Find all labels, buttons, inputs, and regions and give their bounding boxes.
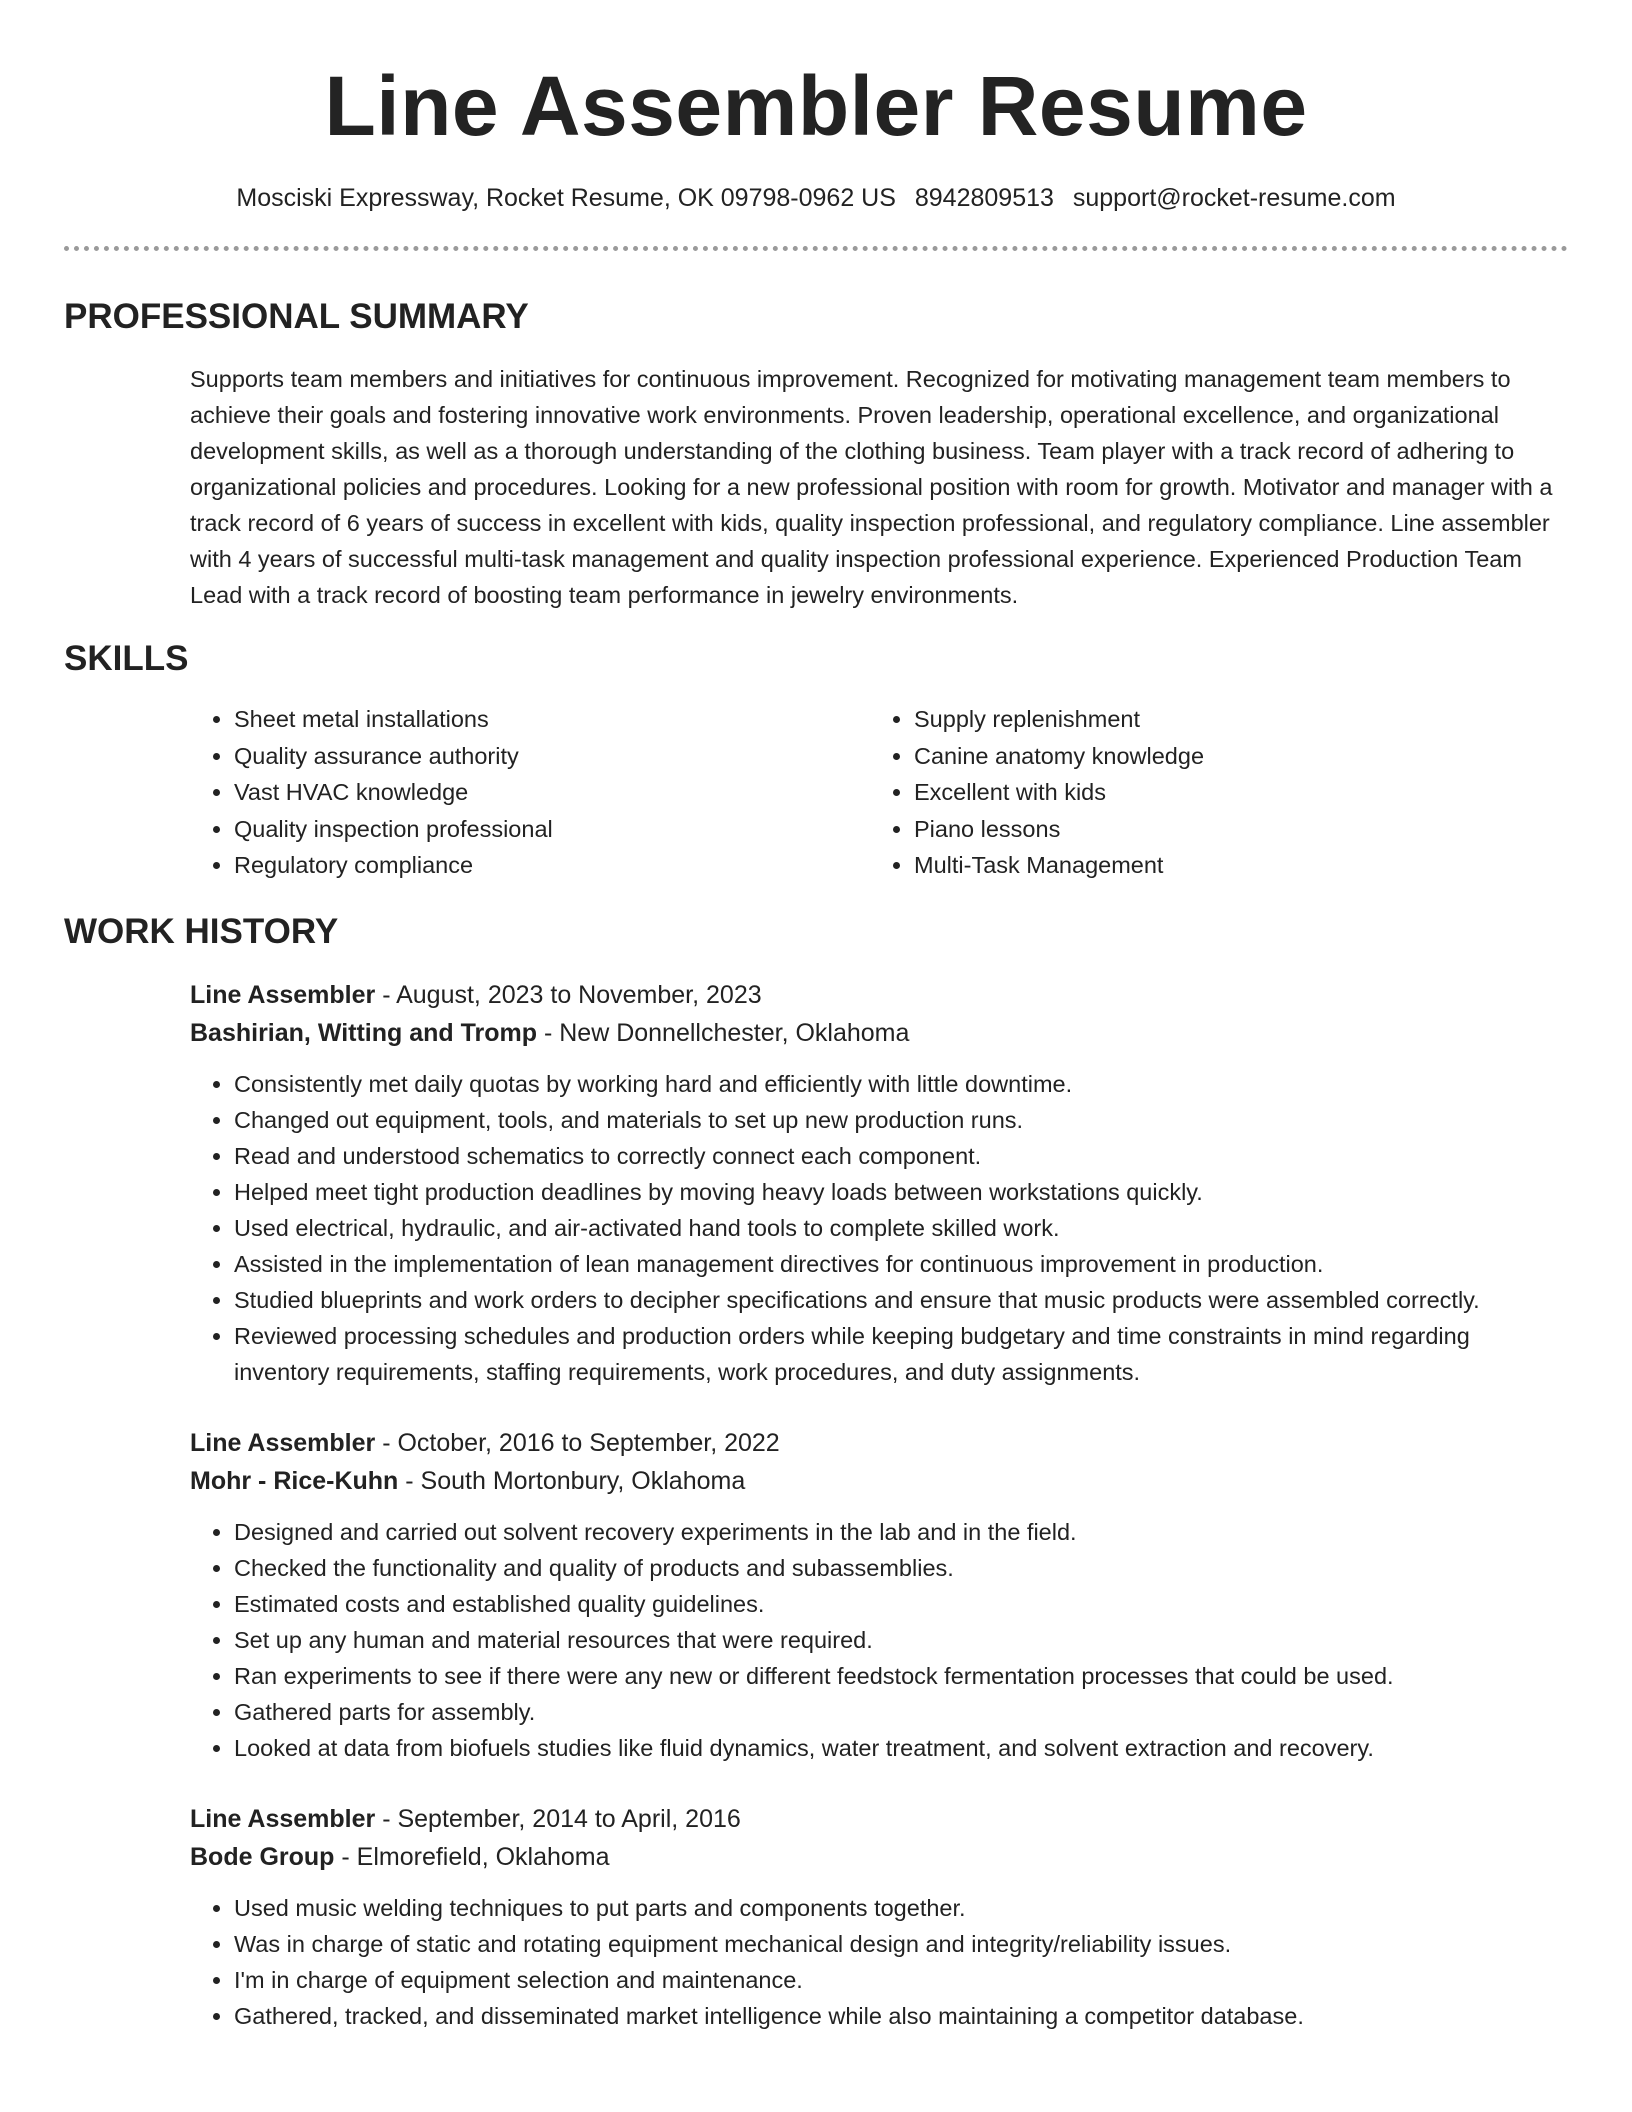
job-bullet: • Estimated costs and established quality guidelines. (234, 1586, 1568, 1622)
job-bullet: • Changed out equipment, tools, and materials to set up new production runs. (234, 1102, 1568, 1138)
resume-page (64, 0, 1568, 2034)
contact-phone: 8942809513 (914, 184, 1054, 212)
job-company: Bode Group (190, 1842, 335, 1871)
job-entry (190, 976, 1568, 1390)
job-bullets (190, 1890, 1568, 2034)
skills-list-left (190, 701, 870, 884)
job-bullet: • Assisted in the implementation of lean management directives for continuous improvement in production. (234, 1246, 1568, 1282)
job-bullet: • Was in charge of static and rotating equipment mechanical design and integrity/reliability issues. (234, 1926, 1568, 1962)
skill-item: • Excellent with kids (914, 774, 1554, 811)
job-bullet: • Checked the functionality and quality of products and subassemblies. (234, 1550, 1568, 1586)
contact-email: support@rocket-resume.com (1072, 184, 1396, 212)
skill-item: • Canine anatomy knowledge (914, 738, 1554, 775)
skills-list-right (870, 701, 1554, 884)
job-location: - Elmorefield, Oklahoma (334, 1842, 610, 1871)
resume-title: Line Assembler Resume (324, 59, 1308, 153)
job-role: Line Assembler (190, 1804, 376, 1833)
contact-address: Mosciski Expressway, Rocket Resume, OK 09798-0962 US (236, 184, 896, 212)
header-divider (64, 246, 1568, 251)
job-role-line (190, 1424, 1568, 1462)
job-bullet: • Designed and carried out solvent recovery experiments in the lab and in the field. (234, 1514, 1568, 1550)
contact-line (64, 182, 1568, 214)
job-bullet: • Gathered parts for assembly. (234, 1694, 1568, 1730)
job-location: - New Donnellchester, Oklahoma (537, 1018, 910, 1047)
skill-item: • Quality assurance authority (234, 738, 870, 775)
job-bullet: • Gathered, tracked, and disseminated market intelligence while also maintaining a competitor database. (234, 1998, 1568, 2034)
job-company: Bashirian, Witting and Tromp (190, 1018, 538, 1047)
job-role: Line Assembler (190, 980, 376, 1009)
job-role-line (190, 976, 1568, 1014)
skill-item: • Quality inspection professional (234, 811, 870, 848)
summary-heading: PROFESSIONAL SUMMARY (64, 297, 529, 336)
skill-item: • Vast HVAC knowledge (234, 774, 870, 811)
skill-item: • Supply replenishment (914, 701, 1554, 738)
job-bullet: • Helped meet tight production deadlines by moving heavy loads between workstations quickly. (234, 1174, 1568, 1210)
job-company-line (190, 1462, 1568, 1500)
job-bullet: • Studied blueprints and work orders to decipher specifications and ensure that music products were assembled correctly. (234, 1282, 1568, 1318)
job-company-line (190, 1838, 1568, 1876)
skill-item: • Multi-Task Management (914, 847, 1554, 884)
job-bullet: • Used music welding techniques to put parts and components together. (234, 1890, 1568, 1926)
job-company-line (190, 1014, 1568, 1052)
job-bullets (190, 1514, 1568, 1766)
skills-columns (190, 701, 1568, 884)
job-location: - South Mortonbury, Oklahoma (398, 1466, 746, 1495)
job-dates: - September, 2014 to April, 2016 (375, 1804, 741, 1833)
job-bullet: • Ran experiments to see if there were any new or different feedstock fermentation processes that could be used. (234, 1658, 1568, 1694)
job-entry (190, 1424, 1568, 1766)
job-bullet: • I'm in charge of equipment selection and maintenance. (234, 1962, 1568, 1998)
job-bullet: • Reviewed processing schedules and production orders while keeping budgetary and time constraints in mind regarding inventory requirements, staffing requirements, work procedures, and duty assignments. (234, 1318, 1568, 1390)
summary-text: Supports team members and initiatives for continuous improvement. Recognized for motivating management team members to achieve their goals and fostering innovative work environments. Proven leadership, operational excellence, and organizational development skills, as well as a thorough understanding of the clothing business. Team player with a track record of adhering to organizational policies and procedures. Looking for a new professional position with room for growth. Motivator and manager with a track record of 6 years of success in excellent with kids, quality inspection professional, and regulatory compliance. Line assembler with 4 years of successful multi-task management and quality inspection professional experience. Experienced Production Team Lead with a track record of boosting team performance in jewelry environments. (190, 366, 1553, 608)
job-bullet: • Read and understood schematics to correctly connect each component. (234, 1138, 1568, 1174)
work-history-heading: WORK HISTORY (64, 911, 339, 951)
job-bullet: • Looked at data from biofuels studies like fluid dynamics, water treatment, and solvent extraction and recovery. (234, 1730, 1568, 1766)
job-role-line (190, 1800, 1568, 1838)
job-bullet: • Consistently met daily quotas by working hard and efficiently with little downtime. (234, 1066, 1568, 1102)
job-entry (190, 1800, 1568, 2034)
job-dates: - October, 2016 to September, 2022 (375, 1428, 780, 1457)
job-bullet: • Used electrical, hydraulic, and air-activated hand tools to complete skilled work. (234, 1210, 1568, 1246)
job-bullet: • Set up any human and material resources that were required. (234, 1622, 1568, 1658)
skill-item: • Regulatory compliance (234, 847, 870, 884)
job-role: Line Assembler (190, 1428, 376, 1457)
skill-item: • Sheet metal installations (234, 701, 870, 738)
skills-heading: SKILLS (64, 639, 189, 678)
job-dates: - August, 2023 to November, 2023 (375, 980, 762, 1009)
skill-item: • Piano lessons (914, 811, 1554, 848)
job-bullets (190, 1066, 1568, 1390)
job-company: Mohr - Rice-Kuhn (190, 1466, 399, 1495)
